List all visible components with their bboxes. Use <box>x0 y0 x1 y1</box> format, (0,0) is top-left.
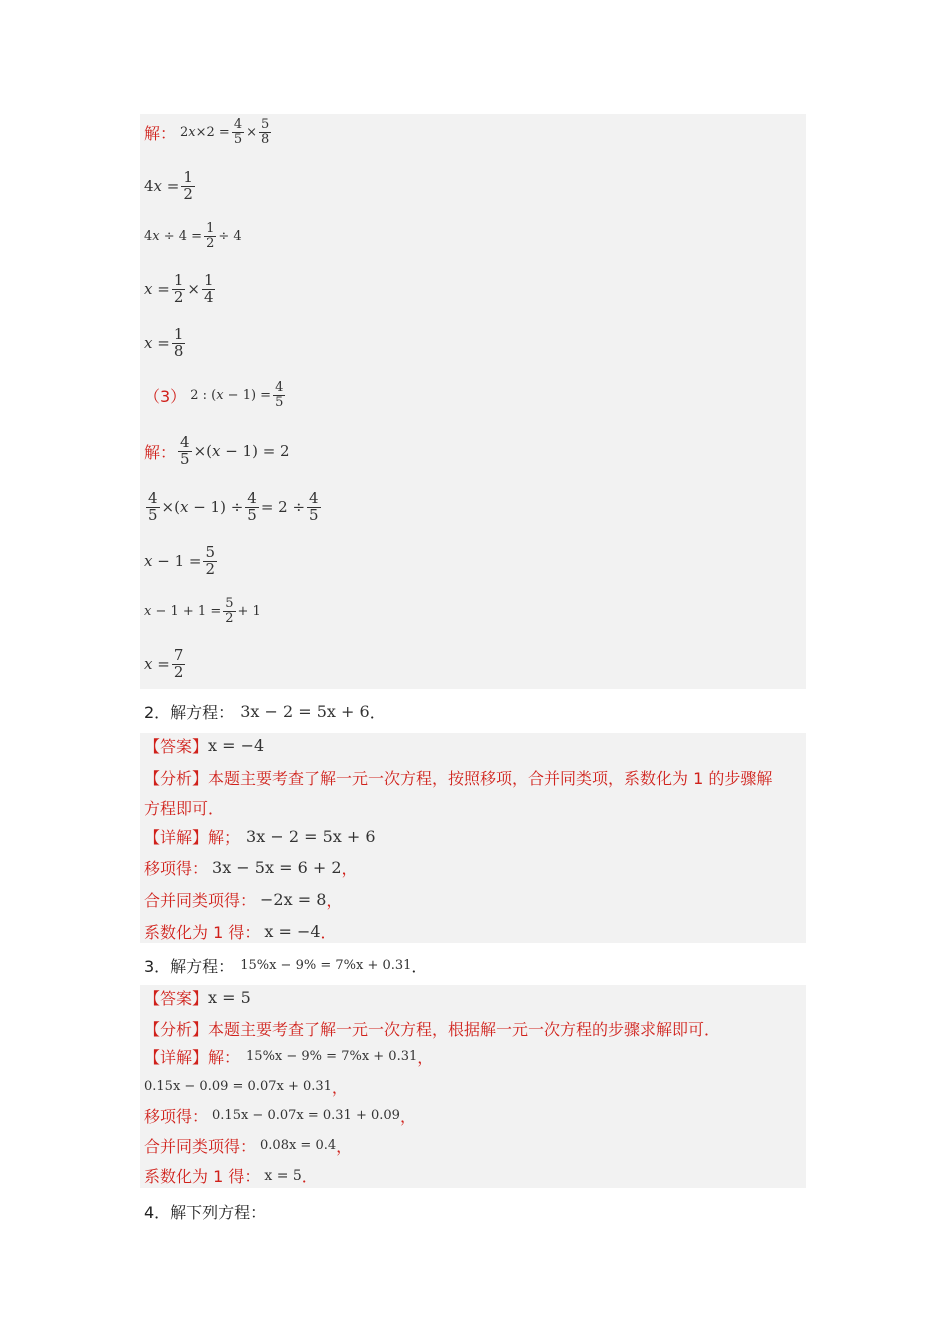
math-expr: 3x − 2 = 5x + 6 <box>246 827 376 846</box>
box1-line-3 <box>144 222 242 250</box>
answer-tag: 【答案】 <box>144 989 209 1008</box>
box1-line-8 <box>144 545 219 578</box>
fraction: $\frac{4}{5}$ <box>309 489 319 524</box>
analysis-text: 本题主要考查了解一元一次方程，按照移项，合并同类项，系数化为 1 的步骤解 <box>208 769 773 788</box>
fraction: $\frac{4}{5}$ <box>180 433 190 468</box>
fraction: $\frac{5}{8}$ <box>261 117 270 147</box>
fraction: $\frac{5}{2}$ <box>205 543 215 578</box>
fraction: $\frac{1}{2}$ <box>206 221 215 251</box>
math-expr: x = 5 <box>264 1167 302 1184</box>
question-label: 2．解方程： <box>144 703 235 722</box>
question-equation: 15%x − 9% = 7%x + 0.31 <box>240 958 412 973</box>
math-expr: 2x×2 = <box>180 124 230 140</box>
fraction: $\frac{1}{2}$ <box>183 168 193 203</box>
math-expr: ×(x − 1) = 2 <box>193 442 290 461</box>
analysis-tag: 【分析】 <box>144 769 209 788</box>
question-4 <box>144 1200 266 1223</box>
box1-line-6 <box>144 435 290 468</box>
math-expr: = 2 ÷ <box>260 498 306 517</box>
q3-step-2: 合并同类项得： 0.08x = 0.4 ， <box>144 1137 353 1156</box>
answer-value: x = 5 <box>208 988 251 1007</box>
math-op: × <box>246 124 258 140</box>
answer-tag: 【答案】 <box>144 737 209 756</box>
fraction: $\frac{7}{2}$ <box>173 646 184 681</box>
box1-question-3 <box>144 381 287 409</box>
math-expr: x = <box>144 280 170 299</box>
q3-answer <box>144 986 251 1009</box>
box1-line-10 <box>144 648 187 681</box>
math-expr: x − 1 = <box>144 552 202 571</box>
fraction: $\frac{4}{5}$ <box>275 380 284 410</box>
fraction: $\frac{4}{5}$ <box>233 117 243 147</box>
fraction: $\frac{1}{2}$ <box>173 271 184 306</box>
q2-analysis-2 <box>144 796 224 819</box>
answer-value: x = −4 <box>208 736 265 755</box>
question-equation: 3x − 2 = 5x + 6 <box>240 702 370 721</box>
box1-line-7 <box>144 491 323 524</box>
box1-line-4 <box>144 273 217 306</box>
math-expr: 0.15x − 0.09 = 0.07x + 0.31 <box>144 1079 332 1094</box>
jie-label: 解： <box>144 442 177 462</box>
math-expr: 0.08x = 0.4 <box>260 1138 337 1153</box>
math-expr: x − 1 + 1 = <box>144 603 222 619</box>
q3-step-1: 移项得： 0.15x − 0.07x = 0.31 + 0.09 ， <box>144 1107 416 1126</box>
math-expr: 0.15x − 0.07x = 0.31 + 0.09 <box>212 1108 400 1123</box>
math-expr: −2x = 8 <box>260 890 327 909</box>
math-expr: ÷ 4 <box>218 228 242 244</box>
q2-analysis-1 <box>144 766 772 789</box>
question-label: （3） <box>144 386 187 406</box>
fraction: $\frac{4}{5}$ <box>247 489 257 524</box>
math-expr: + 1 <box>237 603 261 619</box>
question-3: 3．解方程： 15%x − 9% = 7%x + 0.31 ． <box>144 954 427 977</box>
math-expr: 4x ÷ 4 = <box>144 228 203 244</box>
box1-line-1 <box>144 118 273 146</box>
math-expr: ×(x − 1) ÷ <box>161 498 244 517</box>
fraction: $\frac{4}{5}$ <box>148 489 158 524</box>
jie-label: 解： <box>144 123 177 143</box>
box1-line-2 <box>144 170 197 203</box>
q3-detail: 【详解】 解： 15%x − 9% = 7%x + 0.31 ， <box>144 1045 433 1068</box>
analysis-text: 方程即可． <box>144 799 225 818</box>
q3-analysis <box>144 1017 720 1040</box>
q2-step-2: 合并同类项得： −2x = 8 ， <box>144 890 343 910</box>
math-expr: x = <box>144 655 170 674</box>
math-expr: 4x = <box>144 177 180 196</box>
fraction: $\frac{1}{4}$ <box>203 271 214 306</box>
math-expr: 3x − 5x = 6 + 2 <box>212 858 342 877</box>
math-op: × <box>187 280 200 299</box>
fraction: $\frac{1}{8}$ <box>173 325 184 360</box>
q3-step-3: 系数化为 1 得： x = 5 ． <box>144 1167 318 1186</box>
box1-line-5 <box>144 327 187 360</box>
analysis-text: 本题主要考查了解一元一次方程，根据解一元一次方程的步骤求解即可． <box>208 1020 721 1039</box>
question-2: 2．解方程： 3x − 2 = 5x + 6 ． <box>144 702 386 722</box>
box1-line-9 <box>144 597 261 625</box>
q2-detail: 【详解】 解； 3x − 2 = 5x + 6 <box>144 827 376 847</box>
q2-step-3: 系数化为 1 得： x = −4 ． <box>144 922 337 942</box>
math-expr: x = −4 <box>264 922 321 941</box>
fraction: $\frac{5}{2}$ <box>225 596 234 626</box>
analysis-tag: 【分析】 <box>144 1020 209 1039</box>
math-expr: 2 : (x − 1) = <box>190 387 272 403</box>
detail-tag: 【详解】 <box>144 828 209 847</box>
math-expr: x = <box>144 334 170 353</box>
question-label: 3．解方程： <box>144 957 235 976</box>
q2-step-1: 移项得： 3x − 5x = 6 + 2 ， <box>144 858 358 878</box>
q3-line-2: 0.15x − 0.09 = 0.07x + 0.31 ， <box>144 1078 348 1097</box>
math-expr: 15%x − 9% = 7%x + 0.31 <box>246 1049 418 1064</box>
question-label: 4．解下列方程： <box>144 1203 267 1222</box>
detail-tag: 【详解】 <box>144 1048 209 1067</box>
q2-answer <box>144 734 264 757</box>
